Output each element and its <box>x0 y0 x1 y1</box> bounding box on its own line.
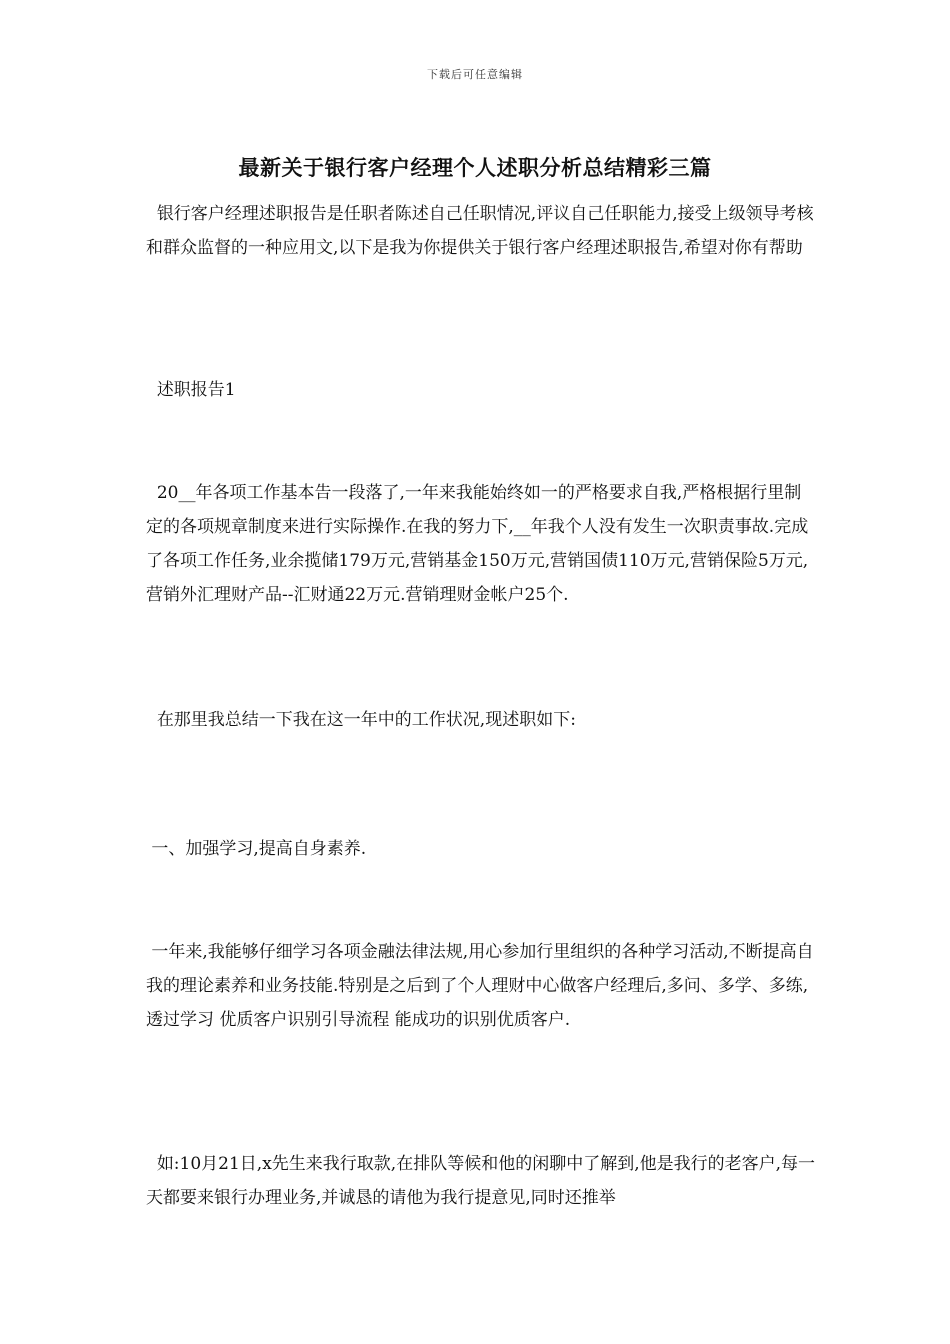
section-heading-study: 一、加强学习,提高自身素养. <box>146 839 367 859</box>
study-paragraph: 一年来,我能够仔细学习各项金融法律法规,用心参加行里组织的各种学习活动,不断提高自我的理论素养和业务技能.特别是之后到了个人理财中心做客户经理后,多问、多学、多练,透过学习 优质客户识别引导流程 能成功的识别优质客户. <box>146 942 814 1030</box>
document-title: 最新关于银行客户经理个人述职分析总结精彩三篇 <box>238 155 712 180</box>
section-heading-report-1: 述职报告1 <box>146 380 236 400</box>
intro-paragraph: 银行客户经理述职报告是任职者陈述自己任职情况,评议自己任职能力,接受上级领导考核和群众监督的一种应用文,以下是我为你提供关于银行客户经理述职报告,希望对你有帮助 <box>146 204 814 258</box>
header-note: 下载后可任意编辑 <box>427 68 523 81</box>
work-summary-paragraph: 20__年各项工作基本告一段落了,一年来我能始终如一的严格要求自我,严格根据行里制定的各项规章制度来进行实际操作.在我的努力下,__年我个人没有发生一次职责事故.完成了各项工作任务,业余揽储179万元,营销基金150万元,营销国债110万元,营销保险5万元,营销外汇理财产品--汇财通22万元.营销理财金帐户25个. <box>146 483 809 605</box>
summary-lead-paragraph: 在那里我总结一下我在这一年中的工作状况,现述职如下: <box>146 710 576 730</box>
customer-example-paragraph: 如:10月21日,x先生来我行取款,在排队等候和他的闲聊中了解到,他是我行的老客户,每一天都要来银行办理业务,并诚恳的请他为我行提意见,同时还推举 <box>146 1154 816 1208</box>
